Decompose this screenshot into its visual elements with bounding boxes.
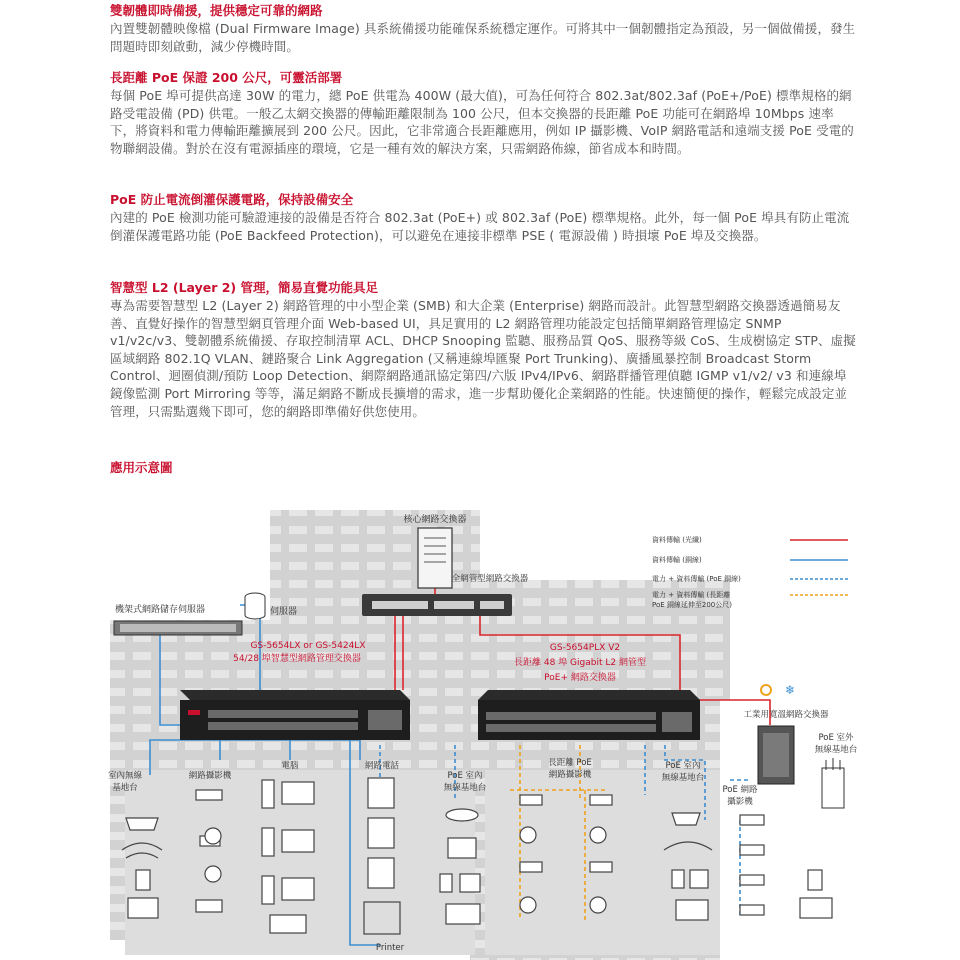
section-body: 內建的 PoE 檢測功能可驗證連接的設備是否符合 802.3at (PoE+) 或 802.3af (PoE) 標準規格。此外，每一個 PoE 埠具有防止電流倒灌保護電路功能 (PoE Backfeed Protection)，可以避免在連接非標準 PSE ( 電源設備 ) 時損壞 PoE 埠及交換器。 <box>110 210 850 243</box>
legend <box>652 535 848 609</box>
section-title: 智慧型 L2 (Layer 2) 管理，簡易直覺功能具足 <box>110 280 378 295</box>
section-title: 雙韌體即時備援，提供穩定可靠的網路 <box>110 3 323 18</box>
phone-icon <box>136 870 150 890</box>
poe-cam-label-2: 攝影機 <box>727 797 753 807</box>
section-body: 內置雙韌體映像檔 (Dual Firmware Image) 具系統備援功能確保系統穩定運作。可將其中一個韌體指定為預設，另一個做備援，發生問題時即刻啟動，減少停機時間。 <box>110 21 856 54</box>
pc-label: 電腦 <box>281 761 299 771</box>
lr-poe-label-2: 網路攝影機 <box>548 770 592 780</box>
poe-ap-b-label-1: PoE 室內 <box>665 761 701 771</box>
switch-b-desc: 長距離 48 埠 Gigabit L2 網管型 <box>514 658 646 668</box>
legend-label-copper: 資料傳輸 (銅線) <box>652 556 702 564</box>
legend-label-fiber: 資料傳輸 (光纖) <box>652 536 702 544</box>
ip-cam-label: 網路攝影機 <box>188 771 232 781</box>
managed-switch-label: 全網管型網路交換器 <box>451 574 529 584</box>
section-body: 專為需要智慧型 L2 (Layer 2) 網路管理的中小型企業 (SMB) 和大企業 (Enterprise) 網路而設計。此智慧型網路交換器透過簡易友善、直覺好操作的智慧型網頁管理介面 Web-based UI，具足實用的 L2 網路管理功能設定包括簡單網路管理協定 SNMP v1/v2c/v3、雙韌體系統備援、存取控制清單 ACL、DHCP Snooping 監聽、服務品質 QoS、服務等級 CoS、生成樹協定 STP、虛擬區域網路 802.1Q VLAN、鏈路聚合 Link Aggregation (又稱連線埠匯聚 Port Trunking)、廣播風暴控制 Broadcast Storm Control、迴圈偵測/預防 Loop Detection、網際網路通訊協定第四/六版 IPv4/IPv6、網路群播管理偵聽 IGMP v1/v2/ v3 和連線埠鏡像監測 Port Mirroring 等等，滿足網路不斷成長擴增的需求，進一步幫助優化企業網路的性能。快速簡便的操作，輕鬆完成設定並管理，只需點選幾下即可，您的網路即準備好供您使用。 <box>110 298 856 419</box>
section-body: 每個 PoE 埠可提供高達 30W 的電力，總 PoE 供電為 400W (最大值)，可為任何符合 802.3at/802.3af (PoE+/PoE) 標準規格的網路受電設備 (PD) 供電。一般乙太網交換器的傳輸距離限制為 100 公尺，但本交換器的長距離 PoE 功能可在網路埠 10Mbps 速率下，將資料和電力傳輸距離擴展到 200 公尺。因此，它非常適合長距離應用，例如 IP 攝影機、VoIP 網路電話和遠端支援 PoE 受電的物聯網設備。對於在沒有電源插座的環境，它是一種有效的解決方案，只需網路佈線，節省成本和時間。 <box>110 88 854 156</box>
legend-label-long-poe: 電力 + 資料傳輸 (長距離 <box>652 591 731 599</box>
nas-storage <box>114 603 242 635</box>
application-diagram <box>0 470 960 960</box>
outdoor-ap-label-1: PoE 室外 <box>818 733 854 743</box>
diagram-heading: 應用示意圖 <box>110 460 173 475</box>
outdoor-ap-label-2: 無線基地台 <box>814 745 858 755</box>
legend-label-long-poe-2: PoE 銅線延伸至200公尺) <box>652 601 732 609</box>
indoor-ap-label-1: 室內無線 <box>107 771 143 781</box>
section-dual-firmware <box>110 3 858 55</box>
section-backfeed-protection <box>110 192 858 244</box>
poe-ap-b-label-2: 無線基地台 <box>661 773 705 783</box>
nas-label: 機架式網路儲存伺服器 <box>115 605 206 615</box>
section-long-range-poe <box>110 70 858 157</box>
poe-ap-label-2: 無線基地台 <box>443 783 487 793</box>
switch-b-desc2: PoE+ 網路交換器 <box>544 673 616 683</box>
poe-camera-icon <box>740 815 764 915</box>
industrial-switch <box>743 683 857 808</box>
indoor-ap-label-2: 基地台 <box>112 783 138 793</box>
printer-label: Printer <box>375 943 405 953</box>
switch-a-model: GS-5654LX or GS-5424LX <box>250 641 366 651</box>
laptop-icon <box>128 898 158 918</box>
switch-a-desc: 54/28 埠智慧型網路管理交換器 <box>233 654 361 664</box>
section-l2-management <box>110 280 858 420</box>
server-label: 伺服器 <box>270 607 298 617</box>
poe-cam-label-1: PoE 網路 <box>722 785 758 795</box>
industrial-switch-label: 工業用寬溫網路交換器 <box>743 710 829 720</box>
poe-ap-label-1: PoE 室內 <box>447 771 483 781</box>
voip-label: 網路電話 <box>364 761 400 771</box>
lr-poe-label-1: 長距離 PoE <box>548 758 592 768</box>
core-switch-label: 核心網路交換器 <box>403 515 467 525</box>
snowflake-icon: ❄ <box>784 683 796 697</box>
outdoor-device-icon <box>800 870 832 918</box>
legend-label-poe: 電力 + 資料傳輸 (PoE 銅線) <box>652 575 741 583</box>
section-title: PoE 防止電流倒灌保護電路，保持設備安全 <box>110 192 354 207</box>
switch-b-model: GS-5654PLX V2 <box>549 643 621 653</box>
section-title: 長距離 PoE 保證 200 公尺，可靈活部署 <box>110 70 343 85</box>
